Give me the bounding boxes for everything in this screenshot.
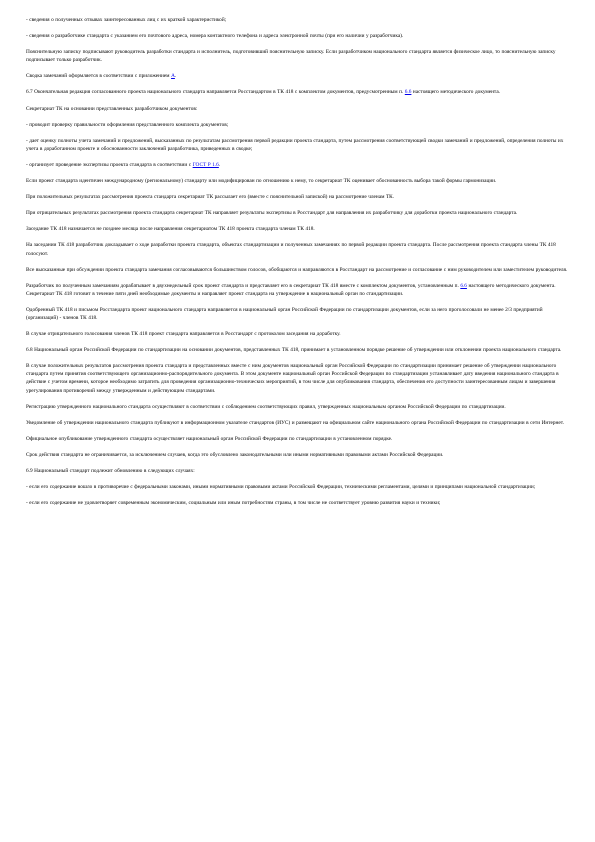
paragraph xyxy=(26,88,569,96)
paragraph-text: На заседании ТК 418 разработчик докладывает о ходе разработки проекта стандарта, объектах стандартизации и полученных замечаниях по первой редакции проекта стандарта. После рассмотрения проекта стандарта члены ТК 418 голосуют. xyxy=(26,242,556,257)
reference-link[interactable]: 6.6 xyxy=(460,282,467,289)
paragraph-text: Официальное опубликование утвержденного стандарта осуществляет национальный орган Российской Федерации по стандартизации в установленном порядке. xyxy=(26,435,393,442)
paragraph xyxy=(26,32,569,40)
paragraph xyxy=(26,362,569,394)
paragraph xyxy=(26,499,569,507)
paragraph-text: Пояснительную записку подписывают руководитель разработки стандарта и исполнитель, подготовивший пояснительную записку. Если разработчиком национального стандарта является физическое лицо, то пояснительную записку подписывает только разработчик. xyxy=(26,49,556,64)
paragraph-text: В случае отрицательного голосования членов ТК 418 проект стандарта направляется в Росстандарт с протоколом заседания на доработку. xyxy=(26,331,341,338)
paragraph-text: - сведения о полученных отзывах заинтересованных лиц с их краткой характеристикой; xyxy=(26,17,227,23)
paragraph xyxy=(26,330,569,338)
paragraph-text: Если проект стандарта идентичен международному (региональному) стандарту или модифицирован по отношению к нему, то секретариат ТК оценивает обоснованность выбора такой формы гармонизации. xyxy=(26,178,497,185)
paragraph xyxy=(26,48,569,64)
reference-link[interactable]: ГОСТ Р 1.6 xyxy=(192,161,219,168)
paragraph-text: - если его содержание вошло в противоречие с федеральными законами, иными нормативными правовыми актами Российской Федерации, техническими регламентами, целями и принципами национальной стандартизации; xyxy=(26,484,536,491)
paragraph xyxy=(26,346,569,354)
paragraph-text: При положительных результатах рассмотрения проекта стандарта секретариат ТК рассылает его (вместе с пояснительной запиской) на рассмотрение членам ТК. xyxy=(26,194,395,201)
paragraph-text: 6.8 Национальный орган Российской Федерации по стандартизации на основании документов, представленных ТК 418, принимает в установленном порядке решение об утверждении или отклонении проекта национального стандарта. xyxy=(26,347,562,354)
paragraph xyxy=(26,435,569,443)
paragraph xyxy=(26,241,569,257)
paragraph-text: . xyxy=(218,161,221,168)
paragraph-text: Одобренный ТК 418 и письмом Росстандарта проект национального стандарта направляется в национальный орган Российской Федерации по стандартизации документов, если за него проголосовали не менее 2/3 предприятий (организаций) - членов ТК 418. xyxy=(26,306,543,321)
paragraph xyxy=(26,306,569,322)
paragraph-text: Заседание ТК 418 назначается не позднее месяца после направления секретариатом ТК 418 проекта стандарта членам ТК 418. xyxy=(26,226,315,233)
paragraph xyxy=(26,121,569,129)
paragraph-text: Секретариат ТК на основании представленных разработчиком документов: xyxy=(26,105,198,112)
paragraph-text: настоящего методического документа. Секретариат ТК 418 готовит в течение пяти дней необходимые документы и направляет проект стандарта на утверждение в национальный орган по стандартизации. xyxy=(26,282,556,297)
paragraph xyxy=(26,282,569,298)
paragraph xyxy=(26,266,569,274)
paragraph-text: . xyxy=(174,73,177,80)
paragraph xyxy=(26,451,569,459)
paragraph-text: - дает оценку полноты учета замечаний и предложений, высказанных по результатам рассмотрения первой редакции проекта стандарта, путем рассмотрения соответствующей сводки замечаний и предложений, определения полноты их учета в доработанном проекте и обоснованности заключений разработчика, приведенных в сводке; xyxy=(26,137,564,152)
paragraph-text: Регистрацию утвержденного национального стандарта осуществляют в соответствии с соблюдением соответствующих правил, утвержденных национальным органом Российской Федерации по стандартизации. xyxy=(26,403,506,410)
paragraph-text: - проводит проверку правильности оформления представленного комплекта документов; xyxy=(26,121,229,128)
paragraph-text: При отрицательных результатах рассмотрения проекта стандарта секретариат ТК направляет результаты экспертизы в Росстандарт для направления их разработчику для доработки проекта национального стандарта. xyxy=(26,210,518,217)
paragraph-text: настоящего методического документа. xyxy=(411,89,500,96)
paragraph xyxy=(26,161,569,169)
paragraph xyxy=(26,16,569,24)
paragraph-text: Срок действия стандарта не ограничивается, за исключением случаев, когда это обусловлено законодательными или иными нормативными правовыми актами Российской Федерации. xyxy=(26,451,444,458)
paragraph xyxy=(26,105,569,113)
paragraph xyxy=(26,483,569,491)
paragraph-text: 6.7 Окончательная редакция согласованного проекта национального стандарта направляется Росстандартом в ТК 418 с комплектом документов, предусмотренным п. xyxy=(26,89,405,96)
reference-link[interactable]: А xyxy=(171,73,175,80)
paragraph-text: - организует проведение экспертизы проекта стандарта в соответствии с xyxy=(26,161,193,168)
paragraph-text: - сведения о разработчике стандарта с указанием его почтового адреса, номера контактного телефона и адреса электронной почты (при его наличии у разработчика). xyxy=(26,33,404,40)
paragraph xyxy=(26,193,569,201)
paragraph-text: Все высказанные при обсуждении проекта стандарта замечания согласовываются большинством голосов, обобщаются и направляются в Росстандарт на рассмотрение и согласование с ним руководителем или заместителем руководителя. xyxy=(26,266,568,273)
paragraph xyxy=(26,225,569,233)
paragraph xyxy=(26,72,569,80)
paragraph xyxy=(26,419,569,427)
paragraph-text: 6.9 Национальный стандарт подлежит обновлению в следующих случаях: xyxy=(26,468,195,474)
paragraph xyxy=(26,137,569,153)
paragraph-text: Уведомление об утверждении национального стандарта публикуют в информационном указателе стандартов (ИУС) и размещают на официальном сайте национального органа Российской Федерации по стандартизации в сети Интернет. xyxy=(26,419,564,426)
paragraph-text: - если его содержание не удовлетворяет современным экономическим, социальным или иным потребностям страны, в том числе не соответствует уровню развития науки и техники; xyxy=(26,500,441,507)
paragraph-text: Разработчик по полученным замечаниям дорабатывает в двухнедельный срок проект стандарта и представляет его в секретариат ТК 418 вместе с комплектом документов, установленным п. xyxy=(26,282,461,289)
paragraph xyxy=(26,177,569,185)
paragraph-text: В случае положительных результатов рассмотрения проекта стандарта и представленных вместе с ним документов национальный орган Российской Федерации по стандартизации принимает решение об утверждении национального стандарта путем принятия соответствующего организационно-распорядительного документа. В этом документе национальный орган Российской Федерации по стандартизации устанавливает дату введения национального стандарта в действие с учетом времени, которое необходимо затратить для проведения организационно-технических мероприятий, в том числе для опубликования стандарта, обеспечения его доступности заинтересованным лицам и завершения урегулирования противоречий между утвержденным и действующим стандартами. xyxy=(26,363,559,394)
reference-link[interactable]: 6.6 xyxy=(404,89,412,96)
paragraph xyxy=(26,403,569,411)
paragraph xyxy=(26,209,569,217)
paragraph-text: Сводка замечаний оформляется в соответствии с приложением xyxy=(26,73,172,80)
paragraph xyxy=(26,467,569,475)
